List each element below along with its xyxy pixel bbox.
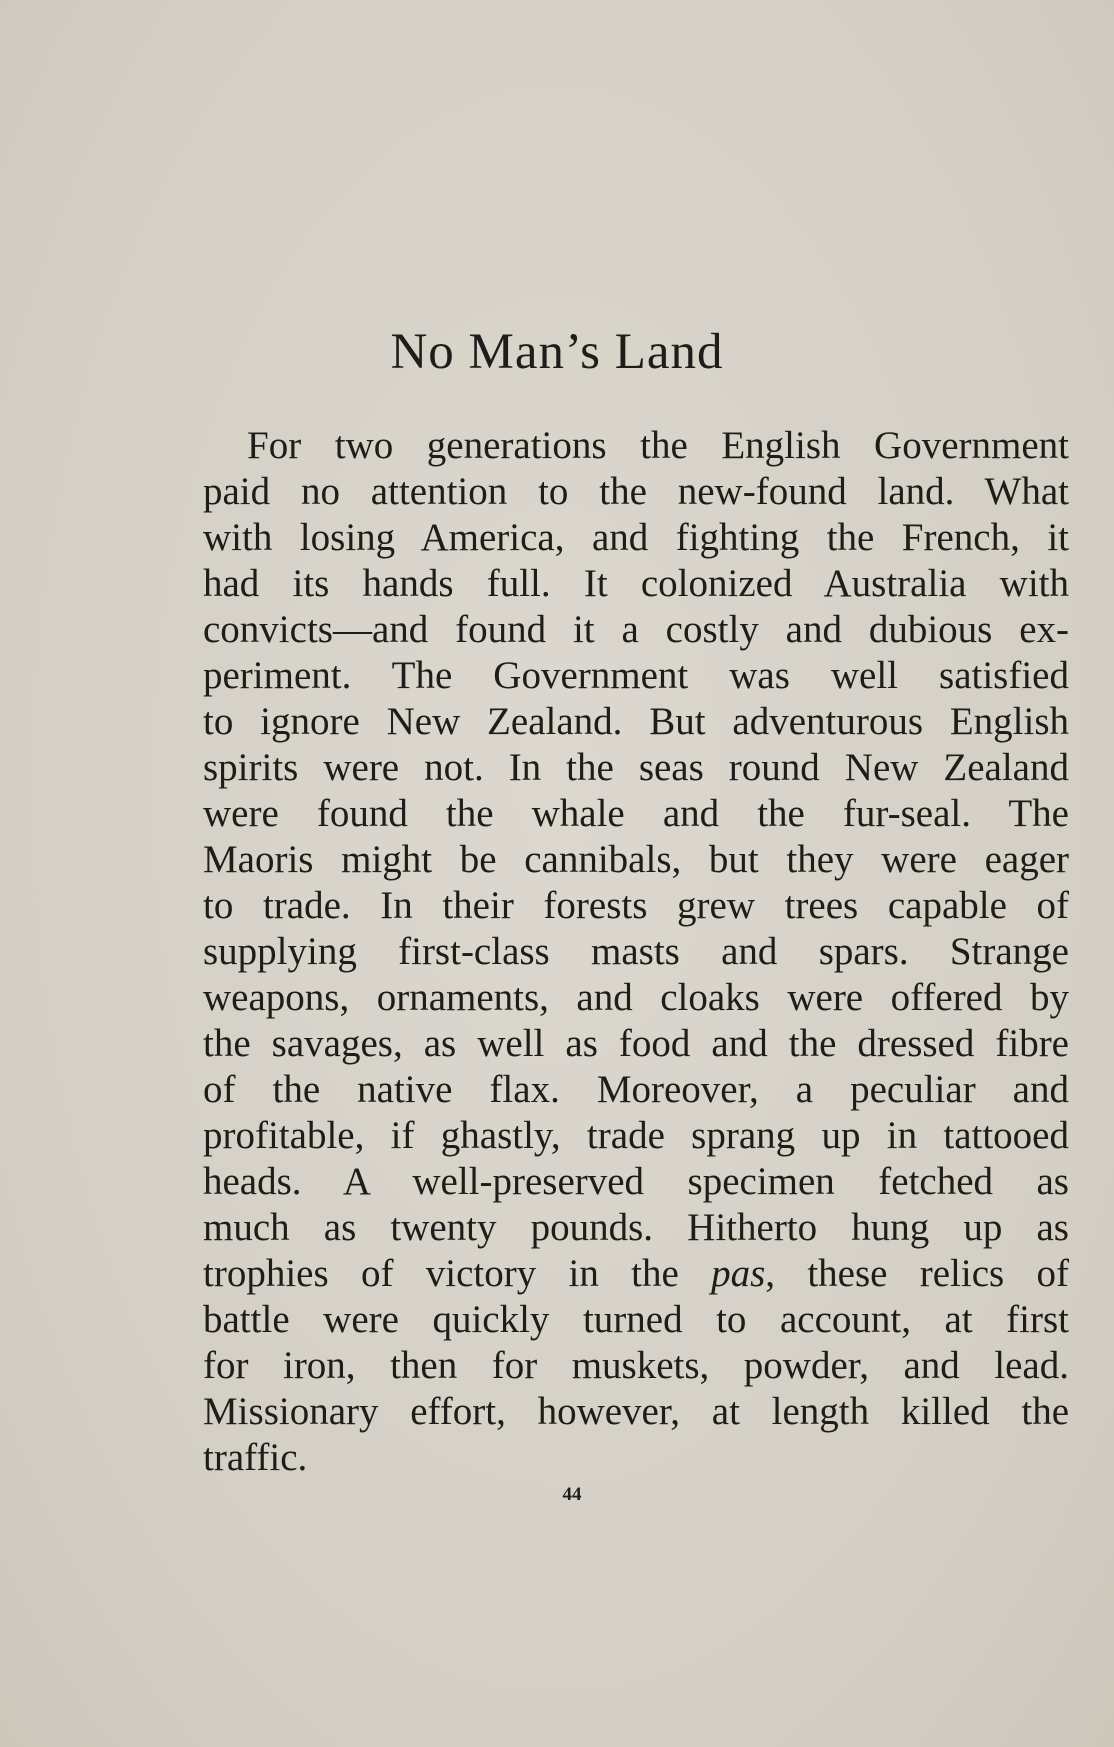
text-line: paid no attention to the new-found land. What — [203, 470, 1069, 513]
body-text — [203, 423, 1069, 1481]
chapter-title: No Man’s Land — [390, 324, 724, 380]
italic-word: pas — [711, 1252, 766, 1295]
text-line: for iron, then for muskets, powder, and lead. — [203, 1344, 1069, 1387]
text-line: battle were quickly turned to account, at first — [203, 1298, 1069, 1341]
text-line: supplying first-class masts and spars. Strange — [203, 930, 1069, 973]
text-line: to ignore New Zealand. But adventurous English — [203, 700, 1069, 743]
text-line: the savages, as well as food and the dressed fibre — [203, 1022, 1069, 1065]
text-line: convicts—and found it a costly and dubious ex- — [203, 608, 1069, 651]
text-line: profitable, if ghastly, trade sprang up in tattooed — [203, 1114, 1069, 1157]
text-line: Maoris might be cannibals, but they were eager — [203, 838, 1069, 881]
text-line: heads. A well-preserved specimen fetched as — [203, 1160, 1069, 1203]
page-number: 44 — [562, 1484, 582, 1505]
text-line: with losing America, and fighting the French, it — [203, 516, 1069, 559]
text-line: much as twenty pounds. Hitherto hung up as — [203, 1206, 1069, 1249]
text-line: trophies of victory in the pas, these relics of — [203, 1252, 1069, 1295]
text-line: to trade. In their forests grew trees capable of — [203, 884, 1069, 927]
text-line: traffic. — [203, 1436, 308, 1479]
text-line: had its hands full. It colonized Australia with — [203, 562, 1069, 605]
text-line: For two generations the English Government — [247, 424, 1069, 467]
text-line: spirits were not. In the seas round New Zealand — [203, 746, 1069, 789]
text-line: were found the whale and the fur-seal. The — [203, 792, 1069, 835]
text-line: periment. The Government was well satisfied — [203, 654, 1069, 697]
text-line: weapons, ornaments, and cloaks were offered by — [203, 976, 1069, 1019]
text-line: of the native flax. Moreover, a peculiar and — [203, 1068, 1069, 1111]
text-line: Missionary effort, however, at length killed the — [203, 1390, 1069, 1433]
